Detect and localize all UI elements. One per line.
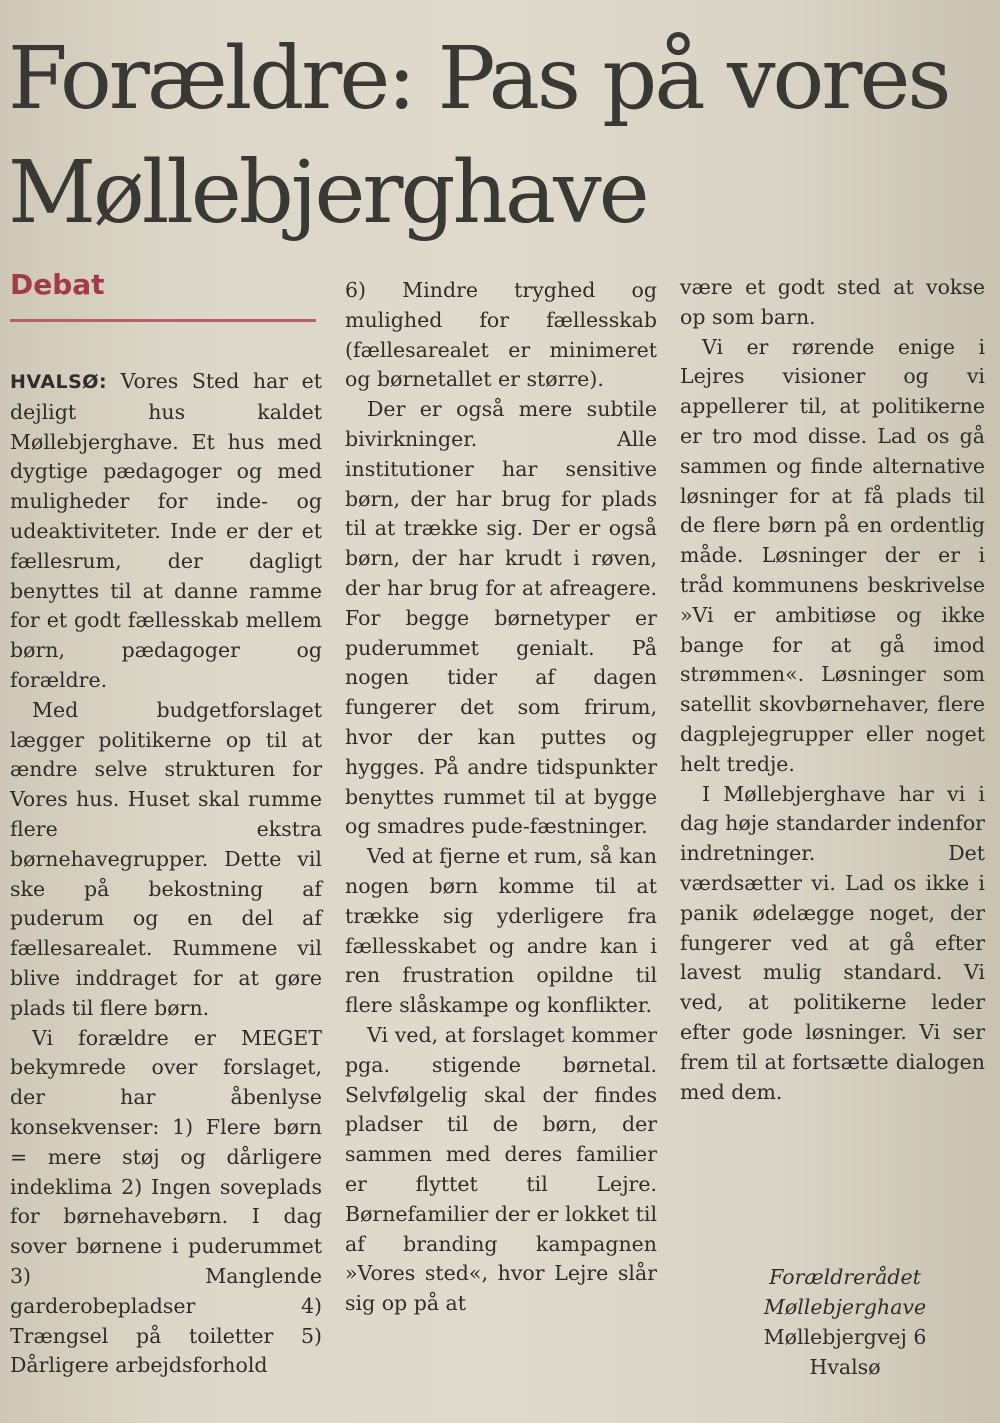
section-label: Debat xyxy=(10,268,105,301)
paragraph-2: Med budgetforslaget lægger politikerne op til at ændre selve strukturen for Vores hus. Huset skal rumme flere ekstra børnehavegrupper. Dette vil ske på bekostning af puderum og en del af fællesarealet. Rummene vil blive inddraget for at gøre plads til flere børn. xyxy=(10,697,322,1020)
paragraph-10: I Møllebjerghave har vi i dag høje standarder indenfor indretninger. Det værdsætter vi. Lad os ikke i panik ødelægge noget, der fungerer ved at gå efter lavest mulig standard. Vi ved, at politikerne leder efter gode løsninger. Vi ser frem til at fortsætte dialogen med dem. xyxy=(680,781,985,1104)
paragraph-1 xyxy=(10,367,322,696)
signature-institution: Møllebjerghave xyxy=(763,1295,927,1319)
paragraph-6: Ved at fjerne et rum, så kan nogen børn komme til at trække sig yderligere fra fællesskabet og andre kan i ren frustration opildne til flere slåskampe og konflikter. xyxy=(345,844,657,1018)
signature-town: Hvalsø xyxy=(809,1355,881,1379)
article-column-2 xyxy=(345,276,657,1319)
signature-org: Forældrerådet xyxy=(769,1265,921,1289)
paragraph-8: være et godt sted at vokse op som barn. xyxy=(680,275,985,329)
signature-address: Møllebjergvej 6 xyxy=(763,1325,927,1349)
paragraph-9: Vi er rørende enige i Lejres visioner og vi appellerer til, at politikerne er tro mod disse. Lad os gå sammen og finde alternative løsninger for at få plads til de flere børn på en ordentlig måde. Løsninger der er i tråd kommunens beskrivelse »Vi er ambitiøse og ikke bange for at gå imod strømmen«. Løsninger som satellit skovbørnehaver, flere dagplejegrupper eller noget helt tredje. xyxy=(680,334,985,776)
dateline: HVALSØ: xyxy=(10,371,108,393)
paragraph-3: Vi forældre er MEGET bekymrede over forslaget, der har åbenlyse konsekvenser: 1) Flere børn = mere støj og dårligere indeklima 2) Ingen soveplads for børnehavebørn. I dag sover børnene i puderummet 3) Manglende garderobepladser 4) Trængsel på toiletter 5) Dårligere arbejdsforhold xyxy=(10,1025,322,1378)
section-divider xyxy=(10,319,316,322)
paragraph-4: 6) Mindre tryghed og mulighed for fællesskab (fællesarealet er minimeret og børnetallet er større). xyxy=(345,278,657,392)
paragraph-1-text: Vores Sted har et dejligt hus kaldet Møllebjerghave. Et hus med dygtige pædagoger og med muligheder for inde- og udeaktiviteter. Inde er der et fællesrum, der dagligt benyttes til at danne ramme for et godt fællesskab mellem børn, pædagoger og forældre. xyxy=(10,369,322,692)
article-column-3 xyxy=(680,273,985,1107)
signature-block xyxy=(730,1262,960,1382)
headline: Forældre: Pas på vores Møllebjerghave xyxy=(8,29,949,243)
paragraph-5: Der er også mere subtile bivirkninger. Alle institutioner har sensitive børn, der har brug for plads til at trække sig. Der er også børn, der har krudt i røven, der har brug for at afreagere. For begge børnetyper er puderummet genialt. På nogen tider af dagen fungerer det som frirum, hvor der kan puttes og hygges. På andre tidspunkter benyttes rummet til at bygge og smadres pude-fæstninger. xyxy=(345,397,657,839)
paragraph-7: Vi ved, at forslaget kommer pga. stigende børnetal. Selvfølgelig skal der findes pladser til de børn, der sammen med deres familier er flyttet til Lejre. Børnefamilier der er lokket til af branding kampagnen »Vores sted«, hvor Lejre slår sig op på at xyxy=(345,1022,657,1316)
article-column-1 xyxy=(10,367,322,1381)
